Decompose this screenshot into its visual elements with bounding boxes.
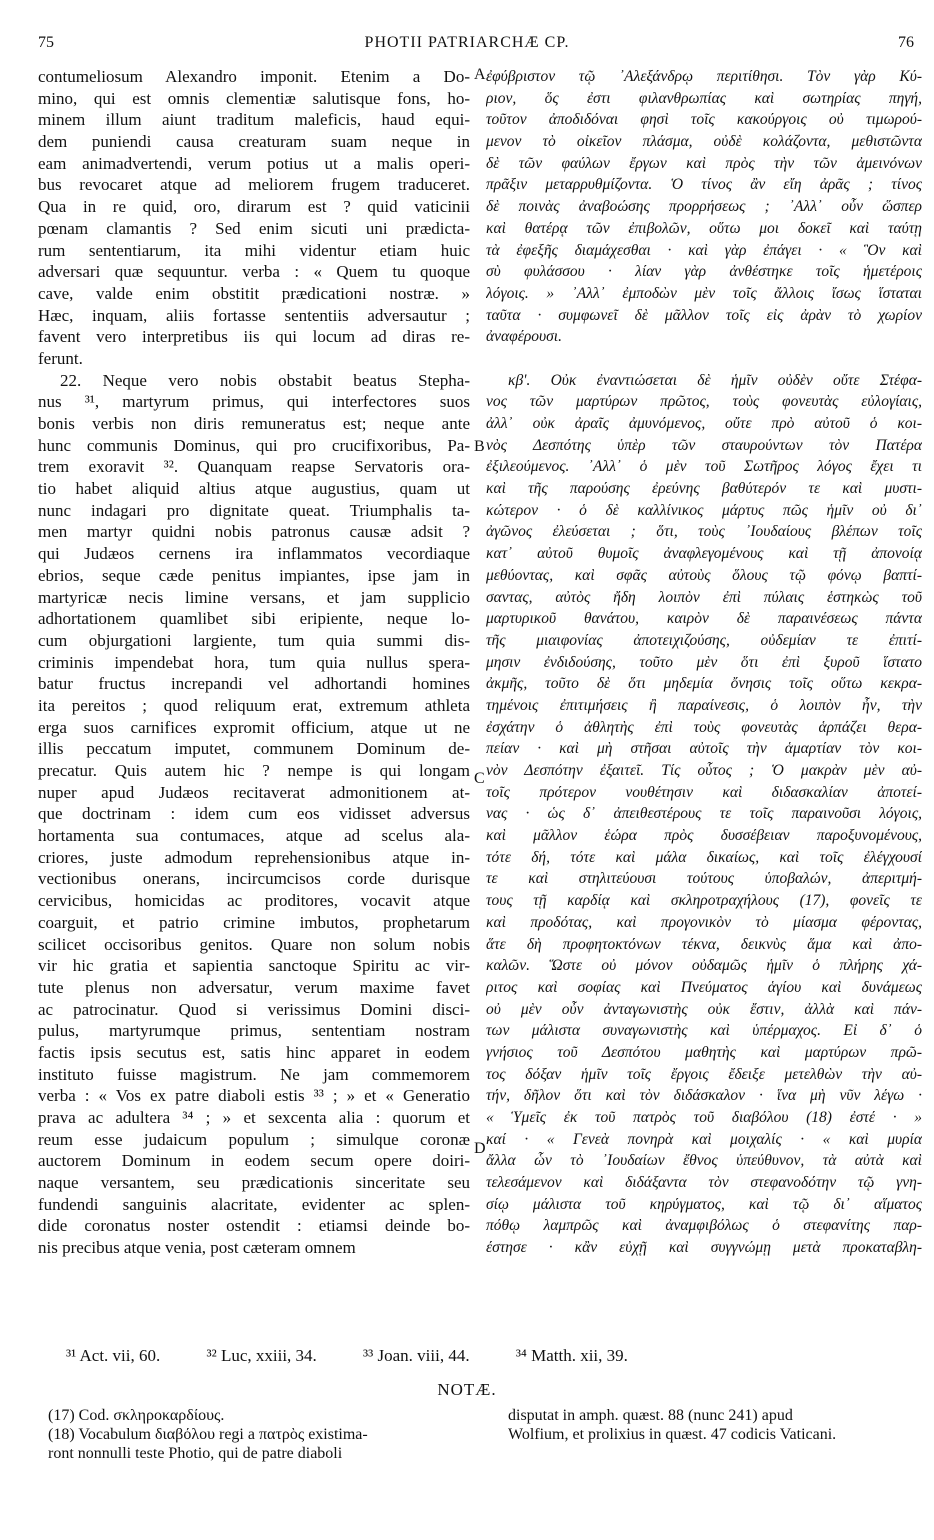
text-line: καὶ τῆς παρούσης ἐρεύνης βαθύτερόν τε καὶ μυστι- bbox=[486, 480, 922, 498]
text-line: adhortationem quamlibet sibi eripiente, neque lo- bbox=[38, 609, 470, 629]
text-line: ac patrocinatur. Quod si verissimus Domini disci- bbox=[38, 999, 470, 1019]
text-line: que doctrinam : idem cum eos vidisset adversus bbox=[38, 804, 470, 824]
text-line: erga suos carnifices expromit officium, atque ut ne bbox=[38, 717, 470, 737]
text-line: πόθῳ λαμπρῶς καὶ ἀναμφιβόλως ὁ στεφανίτης παρ- bbox=[486, 1217, 922, 1235]
text-line: οὐ μὲν οὖν ἀνταγωνιστὴς οὐκ ἔστιν, ἀλλὰ καὶ πάν- bbox=[486, 1000, 922, 1018]
margin-letter-a: A bbox=[474, 66, 486, 83]
text-line: trem exoravit ³². Quanquam reapse Servatoris ora- bbox=[38, 457, 470, 477]
text-line: καλῶν. Ὥστε οὐ μόνον οὐδαμῶς ἡμῖν ὁ πλήρης χά- bbox=[486, 957, 922, 975]
footnote-34: ³⁴ Matth. xii, 39. bbox=[515, 1346, 628, 1365]
text-line: mino, qui est omnis clementiæ salutisque fons, ho- bbox=[38, 88, 470, 108]
text-line: coarguit, et patrio crimine imbutos, prophetarum bbox=[38, 912, 470, 932]
text-line: contumeliosum Alexandro imponit. Etenim a Do- bbox=[38, 67, 470, 86]
text-line: τῆς μιαιφονίας ἀποτειχιζούσης, οὐδεμίαν τε ἐπιτί- bbox=[486, 631, 922, 649]
nota-line: (17) Cod. σκληροκαρδίους. bbox=[48, 1407, 225, 1424]
text-line: τους τῇ καρδίᾳ καὶ σκληροτραχήλους (17), φονεῖς τε bbox=[486, 892, 922, 910]
text-line: δὲ ποινὰς ἀναβοώσης προρρήσεως ; ᾿Αλλ᾿ οὖν ὥσπερ bbox=[486, 198, 922, 216]
latin-column bbox=[38, 66, 470, 1259]
text-line: ἀκμῆς, τοῦτο δὲ ὅτι μηδεμία ὄνησις τοῖς οὕτω κεκρα- bbox=[486, 675, 922, 693]
text-line: κώτερον · ὁ δὲ καλλίνικος μάρτυς πῶς ἡμῖν οὐ δι᾿ bbox=[486, 501, 922, 519]
text-line: prava ac adultera ³⁴ ; » et sexcenta alia : quorum et bbox=[38, 1108, 470, 1127]
text-line: nus ³¹, martyrum primus, qui interfectores suos bbox=[38, 392, 470, 412]
text-line: illis peccatum imputet, communem Dominum de- bbox=[38, 739, 470, 759]
text-line: ἄλλα ὧν τὸ ᾿Ιουδαίων ἔθνος ὑπεύθυνον, τὰ αὐτὰ καὶ bbox=[486, 1152, 922, 1170]
margin-letter-d: D bbox=[474, 1140, 486, 1157]
text-line: ἐσχάτην ὁ ἀθλητὴς ἐπὶ τοὺς φονευτὰς ἁρπάζει θερα- bbox=[486, 718, 922, 736]
text-line: qui Judæos cernens ira inflammatos vecordiaque bbox=[38, 544, 470, 564]
text-line: σαντας, αὐτὸς ἤδη λοιπὸν ἐπὶ πύλαις ἑστηκὼς τοῦ bbox=[486, 588, 922, 606]
text-line: ferunt. bbox=[38, 348, 83, 368]
text-line: cum objurgationi largiente, tum quia summi dis- bbox=[38, 630, 470, 650]
text-line: 22. Neque vero nobis obstabit beatus Stepha- bbox=[60, 370, 470, 390]
text-line: nis precibus atque venia, post cæteram omnem bbox=[38, 1238, 356, 1258]
text-line: καὶ μᾶλλον ἑώρα πρὸς δυσσέβειαν παροξυνομένους, bbox=[486, 827, 922, 845]
greek-column bbox=[486, 66, 922, 1259]
text-line: τὰ ἐφεξῆς διαμάχεσθαι · καὶ γὰρ ἐπάγει · « Ὃν καὶ bbox=[486, 241, 922, 259]
text-line: dide coronatus noster ostendit : etiamsi deinde bo- bbox=[38, 1216, 470, 1236]
text-line: men martyr quidni nobis patronus causæ adsit ? bbox=[38, 522, 470, 542]
text-line: vir hic gratia et sapientia sanctoque Spiritu ac vir- bbox=[38, 956, 470, 976]
text-line: factis ipsis secutus est, satis hinc apparet in eodem bbox=[38, 1042, 470, 1062]
text-line: νος τῶν μαρτύρων πρῶτος, τοὺς φονευτὰς εὐλογίαις, bbox=[486, 393, 922, 411]
nota-line: disputat in amph. quæst. 88 (nunc 241) apud bbox=[508, 1407, 793, 1424]
text-line: νὸς Δεσπότης ὑπὲρ τῶν σταυρούντων τὸν Πατέρα bbox=[486, 436, 922, 454]
text-line: Hæc, inquam, aliis fortasse sententiis adversautur ; bbox=[38, 305, 470, 325]
text-line: « Ὑμεῖς ἐκ τοῦ πατρὸς τοῦ διαβόλου (18) ἐστέ · » bbox=[486, 1109, 922, 1126]
text-line: criminis impendebat hora, tum quia nullus spera- bbox=[38, 652, 470, 672]
text-line: ἐφύβριστον τῷ ᾿Αλεξάνδρῳ περιτίθησι. Τὸν γὰρ Κύ- bbox=[486, 68, 922, 85]
text-line: auctorem Dominum in eodem secum opere doiri- bbox=[38, 1151, 470, 1171]
notae-title: NOTÆ. bbox=[437, 1380, 497, 1399]
text-line: τελεσάμενον καὶ διδάξαντα τὸν στεφανοδότην τῷ γνη- bbox=[486, 1174, 922, 1192]
text-line: γνήσιος τοῦ Δεσπότου μαθητὴς καὶ μαρτύρων πρῶ- bbox=[486, 1043, 922, 1061]
text-line: favent vero interpretibus iis qui locum ad diras re- bbox=[38, 327, 470, 347]
text-line: cervicibus, homicidas ac proditores, vocavit atque bbox=[38, 891, 470, 911]
text-line: κατ᾿ αὐτοῦ θυμοῖς ἀναφλεγομένους καὶ τῇ ἀπονοίᾳ bbox=[486, 545, 922, 563]
text-line: instituto fuisse magistrum. Ne jam commemorem bbox=[38, 1064, 470, 1084]
text-line: σίῳ μάλιστα τοῦ κηρύγματος, καὶ τῷ δι᾿ αἵματος bbox=[486, 1195, 922, 1213]
running-title: PHOTII PATRIARCHÆ CP. bbox=[364, 34, 570, 51]
text-line: τότε δή, τότε καὶ μάλα δικαίως, καὶ τοῖς ἐλέγχουσί bbox=[486, 848, 922, 866]
text-line: criores, juste admodum reprehensionibus atque in- bbox=[38, 847, 470, 867]
margin-letter-c: C bbox=[474, 770, 485, 787]
footnote-32: ³² Luc, xxiii, 34. bbox=[206, 1346, 317, 1365]
text-line bbox=[486, 348, 922, 370]
text-line: τοῦτον ἀποδιδόναι φησὶ τοῖς κακούργοις οὐ τιμωρού- bbox=[486, 111, 922, 129]
notae-left-column bbox=[48, 1406, 478, 1463]
text-line: vectionibus onerans, incircumcisos corde durisque bbox=[38, 869, 470, 889]
text-line: μενον τὸ οἰκεῖον πλάσμα, οὐδὲ κολάζοντα, μεθιστῶντα bbox=[486, 133, 922, 151]
text-line: tio habet aliquid altius atque augustius, quam ut bbox=[38, 479, 470, 499]
text-line: ebrios, seque cæde penitus impiantes, ipse jam in bbox=[38, 565, 470, 585]
text-line: naque versantem, seu prædicationis sinceritate seu bbox=[38, 1173, 470, 1193]
text-line: verba : « Vos ex patre diaboli estis ³³ ; » et « Generatio bbox=[38, 1086, 470, 1106]
text-line: hunc communis Dominus, qui pro crucifixoribus, Pa- bbox=[38, 435, 470, 455]
text-line: martyricæ necis limine versans, et jam supplicio bbox=[38, 587, 470, 607]
page-number-left: 75 bbox=[38, 34, 54, 51]
text-line: minem illum aiunt traditum maleficis, haud equi- bbox=[38, 110, 470, 130]
text-line: έστησε · κἂν εὐχῇ καὶ συγγνώμῃ μετὰ προκαταβλη- bbox=[486, 1239, 922, 1257]
text-line: pœnam clamantis ? Sed enim sicuti uni prædicta- bbox=[38, 218, 470, 238]
text-line: cave, valde enim obstitit prædicationi nostræ. » bbox=[38, 283, 470, 303]
margin-letter-b: B bbox=[474, 438, 485, 455]
text-line: dem puniendi causa creaturam suam neque in bbox=[38, 132, 470, 152]
footnote-31: ³¹ Act. vii, 60. bbox=[66, 1346, 161, 1365]
text-line: πρᾶξιν μεταρρυθμίζοντα. Ὁ τίνος ἂν εἴη ἀρᾶς ; τίνος bbox=[486, 176, 922, 194]
text-line: τήν, δῆλον ὅτι καὶ τὸν διδάσκαλον · ἵνα μὴ νῦν λέγω · bbox=[486, 1087, 922, 1105]
text-line: rum sententiarum, ita mihi videntur etiam huic bbox=[38, 240, 470, 260]
text-line: eam animadvertendi, verum potius ut a malis operi- bbox=[38, 153, 470, 173]
text-line: νὸν Δεσπότην ἐξαιτεῖ. Τίς οὗτος ; Ὁ μακρὰν μὲν αὐ- bbox=[486, 762, 922, 779]
footnote-33: ³³ Joan. viii, 44. bbox=[363, 1346, 470, 1365]
text-line: Qua in re quid, oro, dirarum est ? quid vaticinii bbox=[38, 197, 470, 217]
text-line: ἀγῶνος ἐλεύσεται ; ὅτι, τοὺς ᾿Ιουδαίους βλέπων τοῖς bbox=[486, 523, 922, 541]
text-line: tute plenus non adversatur, verum maxime favet bbox=[38, 977, 470, 997]
text-line: τοῖς πρότερον νουθέτησιν καὶ διδασκαλίαν ἀποτεί- bbox=[486, 783, 922, 801]
nota-line: Wolfium, et prolixius in quæst. 47 codicis Vaticani. bbox=[508, 1426, 837, 1443]
text-line: scilicet occisoribus genitos. Quare non solum nobis bbox=[38, 934, 470, 954]
text-line: nunc indagari pro dignitate queat. Triumphalis ta- bbox=[38, 500, 470, 520]
text-line: μαρτυρικοῦ θανάτου, καιρὸν δὲ παραινέσεως πάντα bbox=[486, 610, 922, 628]
text-line: hortamenta sua contumaces, atque ad scelus ala- bbox=[38, 826, 470, 846]
text-line: μεθύοντας, καὶ σφᾶς αὐτοὺς ὅλους τῷ φόνῳ βαπτί- bbox=[486, 566, 922, 584]
text-line: λόγοις. » ᾿Αλλ᾿ ἐμποδὼν μὲν τοῖς ἄλλοις ἴσως ἵσταται bbox=[486, 284, 922, 302]
text-line: κβ'. Οὐκ ἐναντιώσεται δὲ ἡμῖν οὐδὲν οὔτε Στέφα- bbox=[508, 371, 922, 389]
text-line: ταῦτα · συμφωνεῖ δὲ μᾶλλον τοῖς εἰς ἀρὰν τὸ χωρίον bbox=[486, 306, 922, 324]
nota-line: (18) Vocabulum διαβόλου regi a πατρὸς existima- bbox=[48, 1426, 368, 1443]
text-line: νας · ὡς δ᾿ ἀπειθεστέρους τε τοῖς παραινοῦσι λόγοις, bbox=[486, 805, 922, 823]
text-line: ἅτε δὴ προφητοκτόνων τέκνα, δεικνὺς ἅμα καὶ ἀπο- bbox=[486, 935, 922, 953]
text-line: adversari quæ sequuntur. verba : « Quem tu quoque bbox=[38, 262, 470, 282]
text-line: bonis verbis non diris remuneratus est; neque ante bbox=[38, 414, 470, 433]
nota-line: ront nonnulli teste Photio, qui de patre diaboli bbox=[48, 1445, 343, 1462]
text-line: fundendi sanguinis alacritate, evidenter ac splen- bbox=[38, 1194, 470, 1214]
text-line: reum esse judaicum populum ; simulque coronæ bbox=[38, 1129, 470, 1149]
text-line: ἐξιλεούμενος. ᾿Αλλ᾿ ὁ μὲν τοῦ Σωτῆρος λόγος ἔχει τι bbox=[486, 458, 922, 476]
text-line: ita pereitos ; quod reliquum erat, extremum athleta bbox=[38, 695, 470, 715]
text-line: τε καὶ στηλιτεύουσι τούτους ὑποβαλών, ἀπεριτμή- bbox=[486, 870, 922, 888]
text-line: ἀναφέρουσι. bbox=[486, 328, 562, 346]
footnotes bbox=[66, 1346, 926, 1366]
notae-right-column bbox=[508, 1406, 928, 1444]
text-line: ριτος καὶ σοφίας καὶ Πνεύματος ἁγίου καὶ δυνάμεως bbox=[486, 978, 922, 996]
text-line: batur fructus increpandi vel adhortandi homines bbox=[38, 674, 470, 694]
page-header bbox=[0, 34, 934, 56]
text-line: πείαν · καὶ μὴ στῆσαι αὐτοῖς τὴν ἁμαρτίαν τὸν κοι- bbox=[486, 740, 922, 758]
text-line: των μάλιστα συναγωνιστὴς καὶ ὑπέρμαχος. Εἰ δ᾿ ὁ bbox=[486, 1022, 922, 1040]
text-line: καί · « Γενεὰ πονηρὰ καὶ μοιχαλίς · « καὶ μυρία bbox=[486, 1130, 922, 1148]
text-line: nuper apud Judæos recitaverat admonitionem at- bbox=[38, 782, 470, 802]
page-number-right: 76 bbox=[898, 34, 914, 51]
text-line: δὲ τῶν φαύλων ἔργων καὶ πρὸς τὴν τῶν ἀμεινόνων bbox=[486, 154, 922, 172]
text-line: καὶ προδότας, καὶ προγονικὸν τὸ μίασμα φέροντας, bbox=[486, 913, 922, 931]
text-line: ἀλλ᾿ οὐκ ἀραῖς ἀμυνόμενος, οὔτε πρὸ αὐτοῦ ὁ κοι- bbox=[486, 415, 922, 432]
text-line: καὶ θατέρᾳ τῶν ἐπιβολῶν, οὕτω μοι δοκεῖ καὶ ταύτῃ bbox=[486, 219, 922, 237]
text-line: precatur. Quis autem hic ? nempe is qui longam bbox=[38, 761, 470, 780]
text-line: ριον, ὅς ἐστι φιλανθρωπίας καὶ σωτηρίας πηγή, bbox=[486, 89, 922, 107]
text-line: τος δόξαν ἡμῖν τοῖς ἔργοις ἔδειξε μετελθὼν τὴν αὐ- bbox=[486, 1065, 922, 1083]
text-line: τημένοις ἐπιτιμήσεις ἢ παραίνεσις, ὁ λοιπὸν ἦν, τὴν bbox=[486, 696, 922, 714]
text-line: pulus, martyrumque primus, sententiam nostram bbox=[38, 1021, 470, 1041]
text-line: σὺ φυλάσσου · λίαν γὰρ ἀνθέστηκε τοῖς ἡμετέροις bbox=[486, 263, 922, 281]
text-line: bus revocaret atque ad meliorem frugem traduceret. bbox=[38, 175, 470, 195]
text-line: μησιν ἐνδιδούσης, τοῦτο μὲν ὅτι ἐπὶ ξυροῦ ἵστατο bbox=[486, 653, 922, 671]
